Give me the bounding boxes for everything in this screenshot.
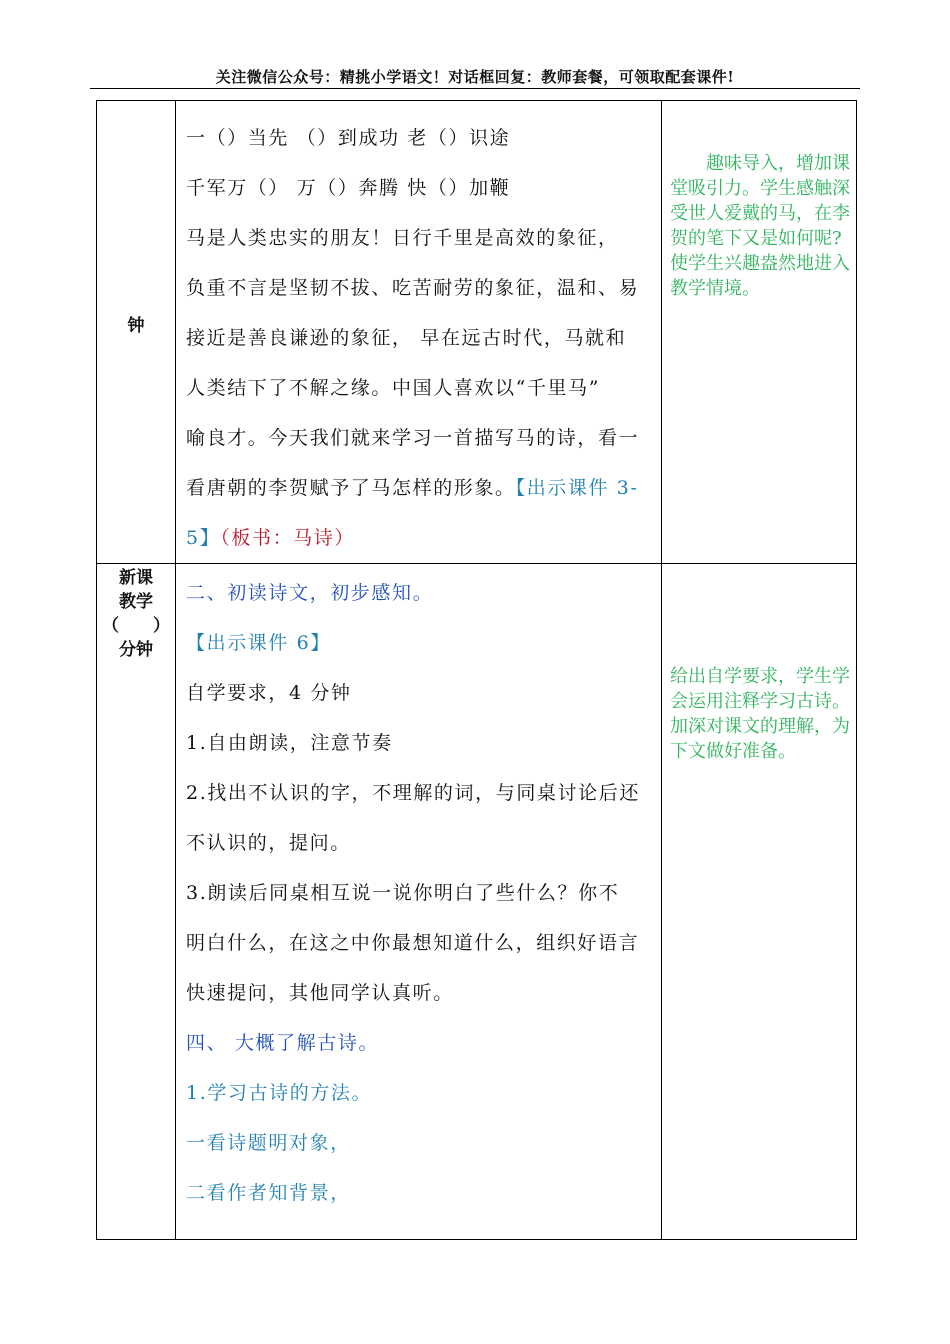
- lesson-plan-table: [96, 100, 857, 1240]
- new-lesson-label-line-3: （ ）: [102, 616, 170, 636]
- intro-time-label: 钟: [127, 316, 145, 336]
- idiom-line-1: 一（）当先 （）到成功 老（）识途: [186, 127, 511, 149]
- new-lesson-design-note: 给出自学要求，学生学会运用注释学习古诗。加深对课文的理解，为下文做好准备。: [670, 666, 850, 762]
- board-writing: （板书：马诗）: [220, 527, 355, 549]
- new-lesson-content-cell: [176, 564, 662, 1240]
- new-lesson-label-line-2: 教学: [119, 592, 153, 612]
- new-lesson-label-line-4: 分钟: [119, 640, 153, 660]
- method-step-1: 一看诗题明对象，: [186, 1132, 351, 1154]
- intro-note-cell: [662, 101, 857, 564]
- courseware-tag-3-5-end: 5】: [186, 527, 221, 549]
- intro-text-line-5: 喻良才。今天我们就来学习一首描写马的诗，看一: [186, 427, 640, 449]
- intro-content-cell: [176, 101, 662, 564]
- idiom-line-2: 千军万（） 万（）奔腾 快（）加鞭: [186, 177, 511, 199]
- intro-text-line-3: 接近是善良谦逊的象征， 早在远古时代，马就和: [186, 327, 627, 349]
- intro-time-cell: [97, 101, 176, 564]
- study-item-2-line-2: 不认识的，提问。: [186, 832, 351, 854]
- method-step-2: 二看作者知背景，: [186, 1182, 351, 1204]
- intro-text-line-4: 人类结下了不解之缘。中国人喜欢以“千里马”: [186, 377, 601, 399]
- new-lesson-label: [97, 566, 175, 662]
- study-item-3-line-2: 明白什么，在这之中你最想知道什么，组织好语言: [186, 932, 640, 954]
- new-lesson-label-line-1: 新课: [119, 568, 153, 588]
- study-item-3-line-3: 快速提问，其他同学认真听。: [186, 982, 454, 1004]
- study-item-2-line-1: 2.找出不认识的字，不理解的词，与同桌讨论后还: [186, 782, 640, 804]
- intro-row: [97, 101, 857, 564]
- method-title: 1.学习古诗的方法。: [186, 1082, 373, 1104]
- intro-text-line-6-text: 看唐朝的李贺赋予了马怎样的形象。: [186, 477, 516, 499]
- self-study-requirement: 自学要求，4 分钟: [186, 682, 352, 704]
- study-item-3-line-1: 3.朗读后同桌相互说一说你明白了些什么？你不: [186, 882, 620, 904]
- new-lesson-note-cell: [662, 564, 857, 1240]
- new-lesson-time-cell: [97, 564, 176, 1240]
- section-2-heading: 二、初读诗文，初步感知。: [186, 582, 434, 604]
- new-lesson-row: [97, 564, 857, 1240]
- study-item-1: 1.自由朗读，注意节奏: [186, 732, 393, 754]
- courseware-tag-6: 【出示课件 6】: [186, 632, 331, 654]
- intro-design-note: 趣味导入，增加课堂吸引力。学生感触深受世人爱戴的马，在李贺的笔下又是如何呢?使学生兴趣盎然地进入教学情境。: [670, 153, 850, 299]
- section-4-heading: 四、 大概了解古诗。: [186, 1032, 380, 1054]
- intro-text-line-7: [186, 513, 661, 563]
- courseware-tag-3-5: 【出示课件 3-: [515, 477, 639, 499]
- intro-text-line-6: [186, 463, 661, 513]
- intro-text-line-2: 负重不言是坚韧不拔、吃苦耐劳的象征，温和、易: [186, 277, 640, 299]
- header-notice: 关注微信公众号：精挑小学语文！对话框回复：教师套餐，可领取配套课件!: [215, 68, 735, 86]
- intro-text-line-1: 马是人类忠实的朋友！日行千里是高效的象征，: [186, 227, 619, 249]
- header-rule: [90, 88, 860, 89]
